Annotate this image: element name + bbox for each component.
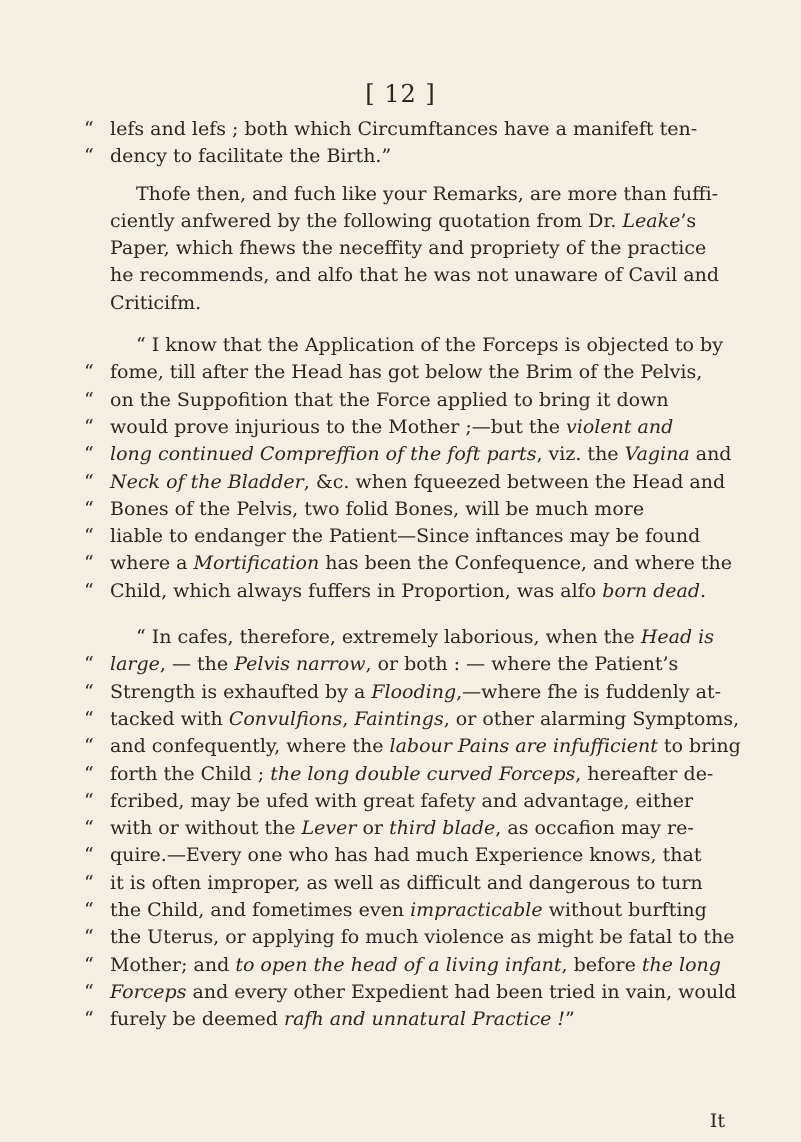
roman-text: with or without the (110, 817, 302, 840)
roman-text: , or both : — where the Patient’s (365, 653, 679, 676)
italic-text: Forceps (110, 980, 187, 1003)
line-text (110, 733, 741, 760)
line-text (110, 235, 732, 262)
text-line (84, 441, 732, 468)
roman-text: Thofe then, and fuch like your Remarks, are more than fuffi- (136, 182, 719, 205)
roman-text: dency to facilitate the Birth.” (110, 145, 392, 168)
line-text (110, 679, 732, 706)
quote-mark: “ (84, 388, 94, 411)
text-line (84, 414, 732, 441)
quote-mark: “ (84, 844, 94, 867)
roman-text: fcribed, may be ufed with great fafety and advantage, either (110, 789, 694, 812)
roman-text: tacked with (110, 707, 229, 730)
italic-text: Mortification (193, 552, 320, 575)
roman-text: it is often improper, as well as difficult and dangerous to turn (110, 871, 703, 894)
line-text (110, 761, 732, 788)
roman-text: , — the (159, 653, 235, 676)
line-text (110, 550, 732, 577)
roman-text: Child, which always fuffers in Proportion, was alfo (110, 579, 603, 602)
quote-mark: “ (84, 579, 94, 602)
quote-mark: “ (84, 680, 94, 703)
line-text (110, 116, 732, 143)
quote-mark (84, 290, 110, 317)
italic-text: third blade (389, 817, 496, 840)
roman-text: ’s (680, 209, 697, 232)
roman-text: he recommends, and alfo that he was not unaware of Cavil and (110, 264, 720, 287)
roman-text: Paper, which fhews the neceffity and propriety of the practice (110, 237, 707, 260)
italic-text: Faintings (354, 707, 444, 730)
line-text (110, 523, 732, 550)
quote-mark: “ (84, 926, 94, 949)
roman-text: Criticifm. (110, 291, 202, 314)
roman-text: has been the Confequence, and where the (319, 552, 733, 575)
quote-mark (84, 624, 110, 651)
text-line (84, 235, 732, 262)
italic-text: Neck of the Bladder (110, 470, 304, 493)
line-text (110, 578, 732, 605)
text-line (84, 815, 732, 842)
line-text (110, 870, 732, 897)
italic-text: large (110, 653, 160, 676)
line-text (110, 181, 732, 208)
paragraph-gap (84, 317, 732, 332)
roman-text: where a (110, 552, 194, 575)
text-line (84, 181, 732, 208)
quote-mark: “ (84, 470, 94, 493)
line-text (110, 143, 732, 170)
italic-text: rafh and unnatural Practice ! (284, 1008, 566, 1031)
text-line (84, 387, 732, 414)
text-line (84, 870, 732, 897)
roman-text: Strength is exhaufted by a (110, 680, 372, 703)
line-text (110, 290, 732, 317)
italic-text: born dead. (602, 579, 707, 602)
italic-text: Leake (622, 209, 681, 232)
text-line (84, 550, 732, 577)
catchword: It (709, 1110, 725, 1132)
text-line (84, 706, 740, 733)
quote-mark: “ (84, 497, 94, 520)
roman-text: , or other alarming Symptoms, (443, 707, 740, 730)
line-text (110, 651, 732, 678)
text-line (84, 788, 732, 815)
roman-text: “ I know that the Application of the Forceps is objected to by (136, 334, 723, 357)
quote-mark: “ (84, 762, 94, 785)
italic-text: the long double curved Forceps (270, 762, 576, 785)
text-line (84, 924, 735, 951)
text-line (84, 733, 741, 760)
line-text (110, 979, 736, 1006)
paragraph (84, 181, 732, 317)
italic-text: Flooding (371, 680, 457, 703)
roman-text: and every other Expedient had been tried in vain, would (186, 980, 737, 1003)
italic-text: long continued Compreffion of the foft parts (110, 443, 537, 466)
roman-text: ,—where fhe is fuddenly at- (456, 680, 722, 703)
roman-text: , hereafter de- (575, 762, 714, 785)
italic-text: Convulfions (228, 707, 343, 730)
roman-text: fome, till after the Head has got below the Brim of the Pelvis, (110, 361, 703, 384)
text-line (84, 359, 732, 386)
quote-mark: “ (84, 552, 94, 575)
roman-text: , &c. when fqueezed between the Head and (303, 470, 726, 493)
quote-mark (84, 332, 110, 359)
line-text (110, 706, 739, 733)
text-line (84, 116, 732, 143)
roman-text: furely be deemed (110, 1008, 285, 1031)
italic-text: violent and (566, 415, 674, 438)
quote-mark: “ (84, 980, 94, 1003)
roman-text: , before (561, 953, 642, 976)
quote-mark: “ (84, 361, 94, 384)
italic-text: Vagina (624, 443, 690, 466)
roman-text: , viz. the (536, 443, 625, 466)
quote-mark: “ (84, 145, 94, 168)
roman-text: without burfting (542, 899, 707, 922)
text-line (84, 332, 732, 359)
quote-mark: “ (84, 789, 94, 812)
text-body (84, 116, 741, 1034)
line-text (110, 788, 732, 815)
italic-text: to open the head of a living infant (235, 953, 562, 976)
roman-text: quire.—Every one who has had much Experience knows, that (110, 844, 702, 867)
quote-mark: “ (84, 871, 94, 894)
roman-text: and confequently, where the (110, 735, 390, 758)
roman-text: and (689, 443, 732, 466)
roman-text: , as occafion may re- (495, 817, 694, 840)
quote-mark: “ (84, 817, 94, 840)
italic-text: labour Pains are infufficient (389, 735, 658, 758)
line-text (110, 924, 735, 951)
quote-mark (84, 235, 110, 262)
paragraph (84, 116, 732, 171)
paragraph (84, 624, 741, 1033)
line-text (110, 496, 732, 523)
text-line (84, 290, 732, 317)
text-line (84, 897, 732, 924)
line-text (110, 332, 732, 359)
quote-mark: “ (84, 653, 94, 676)
italic-text: Lever (301, 817, 357, 840)
text-line (84, 624, 732, 651)
page-number: [ 12 ] (365, 80, 436, 108)
line-text (110, 359, 732, 386)
line-text (110, 262, 732, 289)
quote-mark: “ (84, 735, 94, 758)
text-line (84, 469, 732, 496)
line-text (110, 469, 732, 496)
quote-mark: “ (84, 707, 94, 730)
text-line (84, 679, 732, 706)
roman-text: the Uterus, or applying fo much violence as might be fatal to the (110, 926, 735, 949)
quote-mark (84, 181, 110, 208)
quote-mark: “ (84, 443, 94, 466)
italic-text: impracticable (410, 899, 543, 922)
roman-text: to bring (657, 735, 741, 758)
line-text (110, 897, 732, 924)
line-text (110, 624, 732, 651)
roman-text: , (342, 707, 355, 730)
paragraph-gap (84, 605, 732, 624)
quote-mark: “ (84, 415, 94, 438)
roman-text: lefs and lefs ; both which Circumftances have a manifeft ten- (110, 118, 698, 140)
roman-text: the Child, and fometimes even (110, 899, 411, 922)
roman-text: on the Suppofition that the Force applied to bring it down (110, 388, 669, 411)
italic-text: the long (641, 953, 721, 976)
roman-text: Mother; and (110, 953, 236, 976)
line-text (110, 441, 732, 468)
quote-mark: “ (84, 899, 94, 922)
line-text (110, 414, 732, 441)
quote-mark: “ (84, 953, 94, 976)
line-text (110, 1006, 732, 1033)
roman-text: would prove injurious to the Mother ;—but the (110, 415, 567, 438)
paragraph (84, 332, 732, 605)
roman-text: “ In cafes, therefore, extremely laborious, when the (136, 626, 641, 649)
line-text (110, 952, 732, 979)
line-text (110, 208, 732, 235)
text-line (84, 842, 732, 869)
line-text (110, 815, 732, 842)
quote-mark (84, 208, 110, 235)
text-line (84, 578, 732, 605)
text-line (84, 523, 732, 550)
text-line (84, 952, 732, 979)
roman-text: ” (565, 1008, 575, 1031)
line-text (110, 842, 732, 869)
italic-text: Pelvis narrow (234, 653, 366, 676)
quote-mark: “ (84, 1008, 94, 1031)
text-line (84, 1006, 732, 1033)
quote-mark (84, 262, 110, 289)
quote-mark: “ (84, 118, 94, 140)
quote-mark: “ (84, 525, 94, 548)
text-line (84, 651, 732, 678)
line-text (110, 387, 732, 414)
roman-text: Bones of the Pelvis, two folid Bones, will be much more (110, 497, 645, 520)
roman-text: or (356, 817, 390, 840)
italic-text: Head is (640, 626, 714, 649)
paragraph-gap (84, 171, 732, 181)
roman-text: ciently anfwered by the following quotation from Dr. (110, 209, 623, 232)
roman-text: forth the Child ; (110, 762, 271, 785)
text-line (84, 979, 737, 1006)
text-line (84, 208, 732, 235)
text-line (84, 496, 732, 523)
roman-text: liable to endanger the Patient—Since inftances may be found (110, 525, 701, 548)
text-line (84, 262, 732, 289)
text-line (84, 143, 732, 170)
text-line (84, 761, 732, 788)
